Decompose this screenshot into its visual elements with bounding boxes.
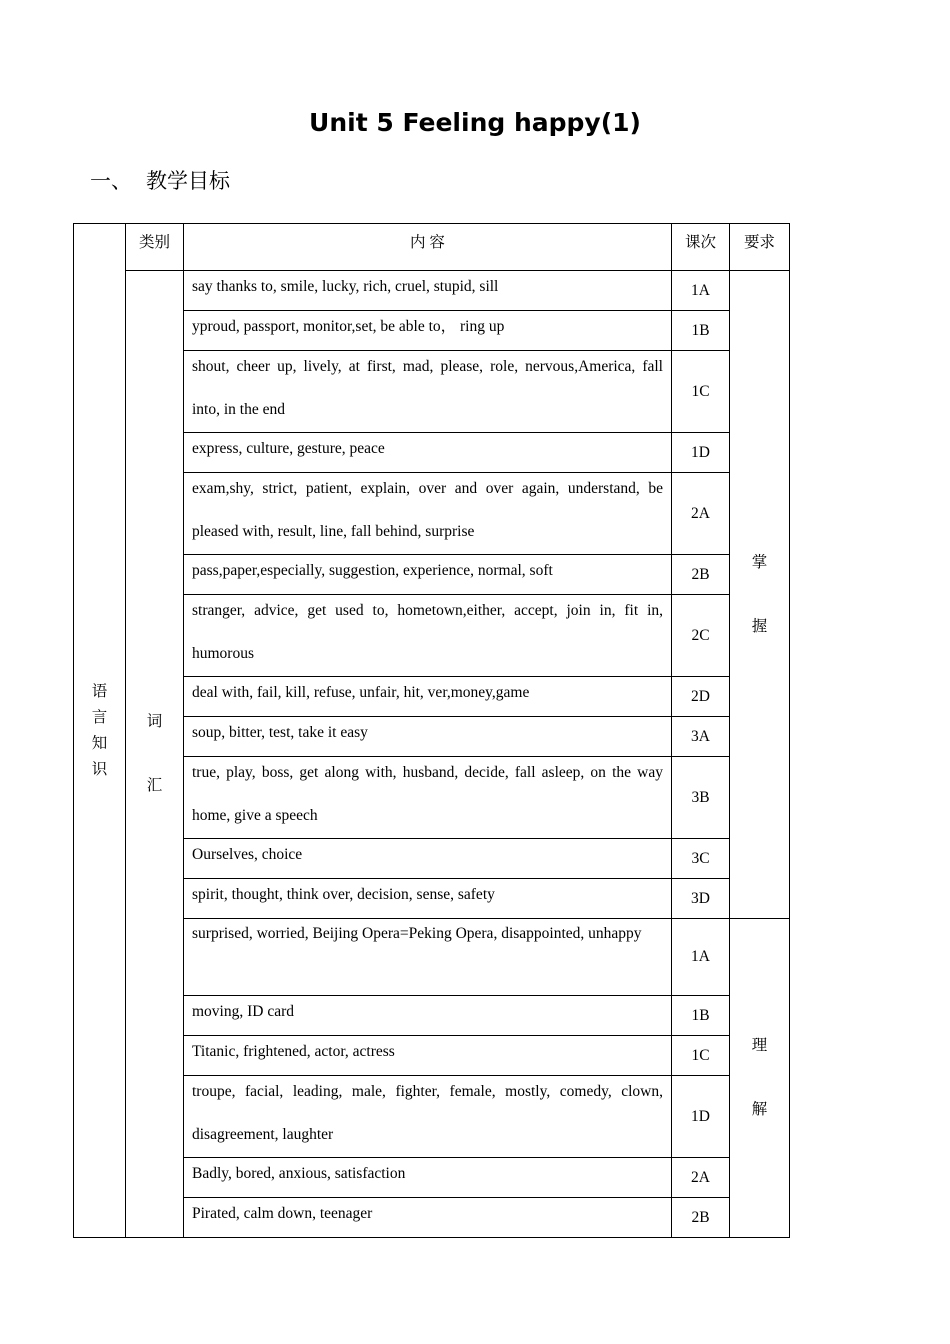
requirement-understand-cell [730, 919, 790, 1238]
row-content: troupe, facial, leading, male, fighter, female, mostly, comedy, clown, disagreement, laughter [184, 1076, 672, 1158]
header-lesson: 课次 [672, 224, 730, 271]
row-content: pass,paper,especially, suggestion, experience, normal, soft [184, 555, 672, 595]
row-content: express, culture, gesture, peace [184, 433, 672, 473]
row-lesson: 2D [672, 677, 730, 717]
row-lesson: 1A [672, 271, 730, 311]
row-lesson: 1A [672, 919, 730, 996]
row-content: spirit, thought, think over, decision, sense, safety [184, 879, 672, 919]
requirement-master-cell [730, 271, 790, 919]
row-lesson: 3D [672, 879, 730, 919]
row-content: Titanic, frightened, actor, actress [184, 1036, 672, 1076]
header-requirement: 要求 [730, 224, 790, 271]
row-content: soup, bitter, test, take it easy [184, 717, 672, 757]
row-lesson: 2A [672, 1158, 730, 1198]
row-content: true, play, boss, get along with, husband, decide, fall asleep, on the way home, give a speech [184, 757, 672, 839]
section-label: 教学目标 [146, 169, 230, 193]
row-content: exam,shy, strict, patient, explain, over and over again, understand, be pleased with, result, line, fall behind, surprise [184, 473, 672, 555]
requirement-master-label: 掌 握 [751, 553, 768, 635]
row-content: surprised, worried, Beijing Opera=Peking Opera, disappointed, unhappy [184, 919, 672, 996]
outer-category-cell [74, 224, 126, 1238]
row-content: shout, cheer up, lively, at first, mad, please, role, nervous,America, fall into, in the end [184, 351, 672, 433]
row-lesson: 1C [672, 351, 730, 433]
objectives-table [73, 223, 790, 1238]
row-content: Ourselves, choice [184, 839, 672, 879]
row-content: Pirated, calm down, teenager [184, 1198, 672, 1238]
row-lesson: 2B [672, 1198, 730, 1238]
section-heading [90, 165, 230, 195]
row-lesson: 2A [672, 473, 730, 555]
row-lesson: 3B [672, 757, 730, 839]
row-lesson: 1C [672, 1036, 730, 1076]
row-content: yproud, passport, monitor,set, be able to， ring up [184, 311, 672, 351]
row-content: deal with, fail, kill, refuse, unfair, hit, ver,money,game [184, 677, 672, 717]
row-content: say thanks to, smile, lucky, rich, cruel, stupid, sill [184, 271, 672, 311]
row-lesson: 1D [672, 1076, 730, 1158]
row-lesson: 1D [672, 433, 730, 473]
row-content: stranger, advice, get used to, hometown,either, accept, join in, fit in, humorous [184, 595, 672, 677]
header-content: 内 容 [184, 224, 672, 271]
vocabulary-label: 词 汇 [146, 713, 163, 794]
row-lesson: 1B [672, 996, 730, 1036]
vocabulary-category-cell [126, 271, 184, 1238]
row-lesson: 1B [672, 311, 730, 351]
page-title: Unit 5 Feeling happy(1) [309, 108, 641, 137]
header-category: 类别 [126, 224, 184, 271]
row-lesson: 2C [672, 595, 730, 677]
requirement-understand-label: 理 解 [751, 1037, 768, 1118]
row-content: Badly, bored, anxious, satisfaction [184, 1158, 672, 1198]
table-header-row [74, 224, 790, 271]
row-lesson: 3C [672, 839, 730, 879]
section-number: 一、 [90, 169, 132, 193]
row-content: moving, ID card [184, 996, 672, 1036]
row-lesson: 3A [672, 717, 730, 757]
row-lesson: 2B [672, 555, 730, 595]
outer-category-label: 语 言 知 识 [91, 682, 108, 778]
